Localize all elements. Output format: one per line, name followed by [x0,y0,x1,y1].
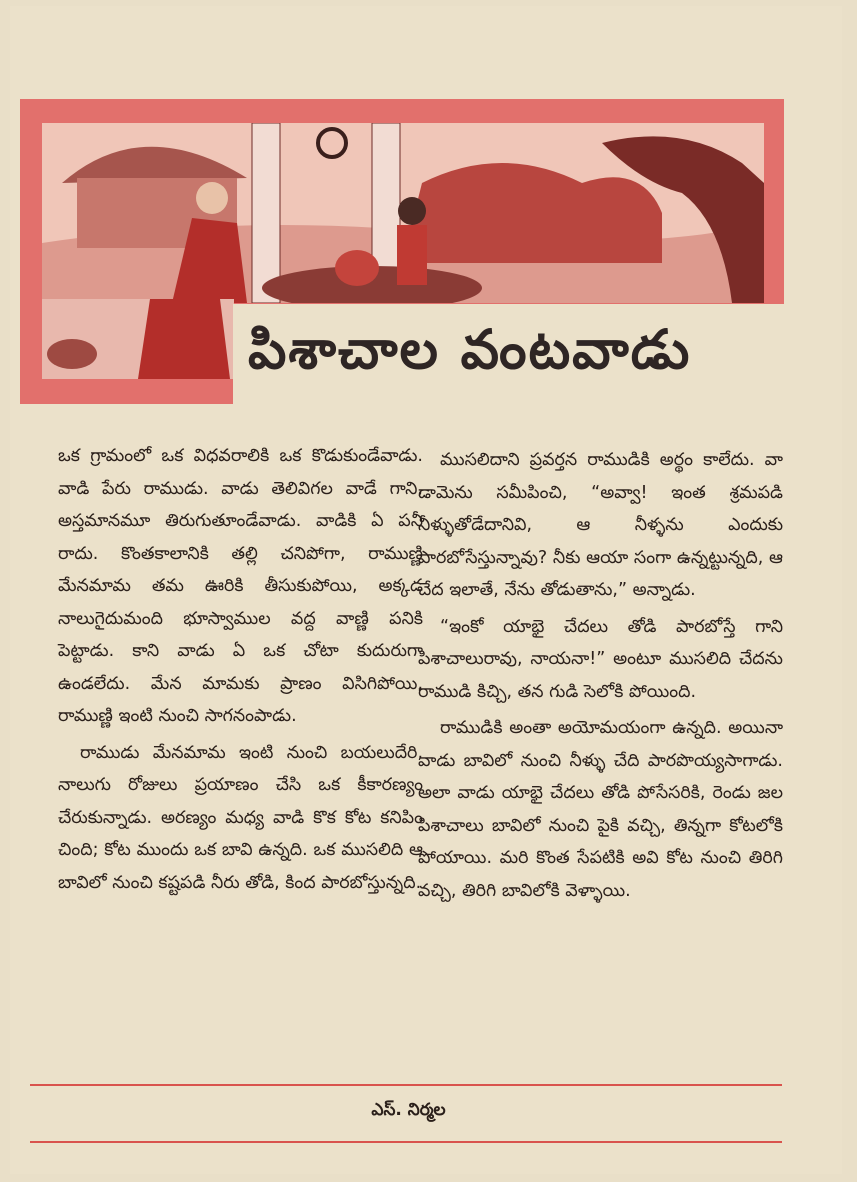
illustration-lower-left [42,299,234,379]
illustration [42,123,764,303]
paragraph: రాముడు మేనమామ ఇంటి నుంచి బయలుదేరి, నాలుగు రోజులు ప్రయాణం చేసి ఒక కీకారణ్యం చేరుకున్నాడు. అరణ్యం మధ్య వాడి కొక కోట కనిపిం చింది; కోట ముందు ఒక బావి ఉన్నది. ఒక ముసలిది ఆ బావిలో నుంచి కష్టపడి నీరు తోడి, కింద పారబోస్తున్నది. [58,742,423,893]
paragraph: ఒక గ్రామంలో ఒక విధవరాలికి ఒక కొడుకుండేవాడు. వాడి పేరు రాముడు. వాడు తెలివిగల వాడే గాని, అస్తమానమూ తిరుగుతూండేవాడు. వాడికి ఏ పనీ రాదు. కొంతకాలానికి తల్లి చనిపోగా, రాముణ్ణి మేనమామ తమ ఊరికి తీసుకుపోయి, అక్కడ నాలుగైదుమంది భూస్వాముల వద్ద వాణ్ణి పనికి పెట్టాడు. కాని వాడు ఏ ఒక చోటా కుదురుగా ఉండలేదు. మేన మామకు ప్రాణం విసిగిపోయి, రాముణ్ణి ఇంటి నుంచి సాగనంపాడు. [58,446,423,726]
author-byline: ఎస్. నిర్మల [371,1100,446,1120]
divider-bottom [30,1141,782,1143]
well-scene-illustration [42,123,764,303]
divider-top [30,1084,782,1086]
story-title: పిశాచాల వంటవాడు [248,318,692,381]
paragraph: రాముడికి అంతా అయోమయంగా ఉన్నది. అయినా వాడు బావిలో నుంచి నీళ్ళు చేది పారపొయ్యసాగాడు. అలా వాడు యాభై చేదలు తోడి పోసేసరికి, రెండు జల పిశాచాలు బావిలో నుంచి పైకి వచ్చి, తిన్నగా కోటలోకి పోయాయి. మరి కొంత సేపటికి అవి కోట నుంచి తిరిగి వచ్చి, తిరిగి బావిలోకి వెళ్ళాయి. [418,718,783,901]
right-column [418,440,783,907]
woman-figure-illustration [42,299,234,379]
paragraph: ముసలిదాని ప్రవర్తన రాముడికి అర్థం కాలేదు. వా డామెను సమీపించి, “అవ్వా! ఇంత శ్రమపడి నీళ్ళుతోడేదానివి, ఆ నీళ్ళను ఎందుకు పారబోసేస్తున్నావు? నీకు ఆయా సంగా ఉన్నట్టున్నది, ఆ చేద ఇలాతే, నేను తోడుతాను,” అన్నాడు. [418,450,783,600]
left-column [58,440,423,899]
paragraph: “ఇంకో యాభై చేదలు తోడి పారబోస్తే గాని పిశాచాలురావు, నాయనా!” అంటూ ముసలిది చేదను రాముడి కిచ్చి, తన గుడి సెలోకి పోయింది. [418,616,783,702]
